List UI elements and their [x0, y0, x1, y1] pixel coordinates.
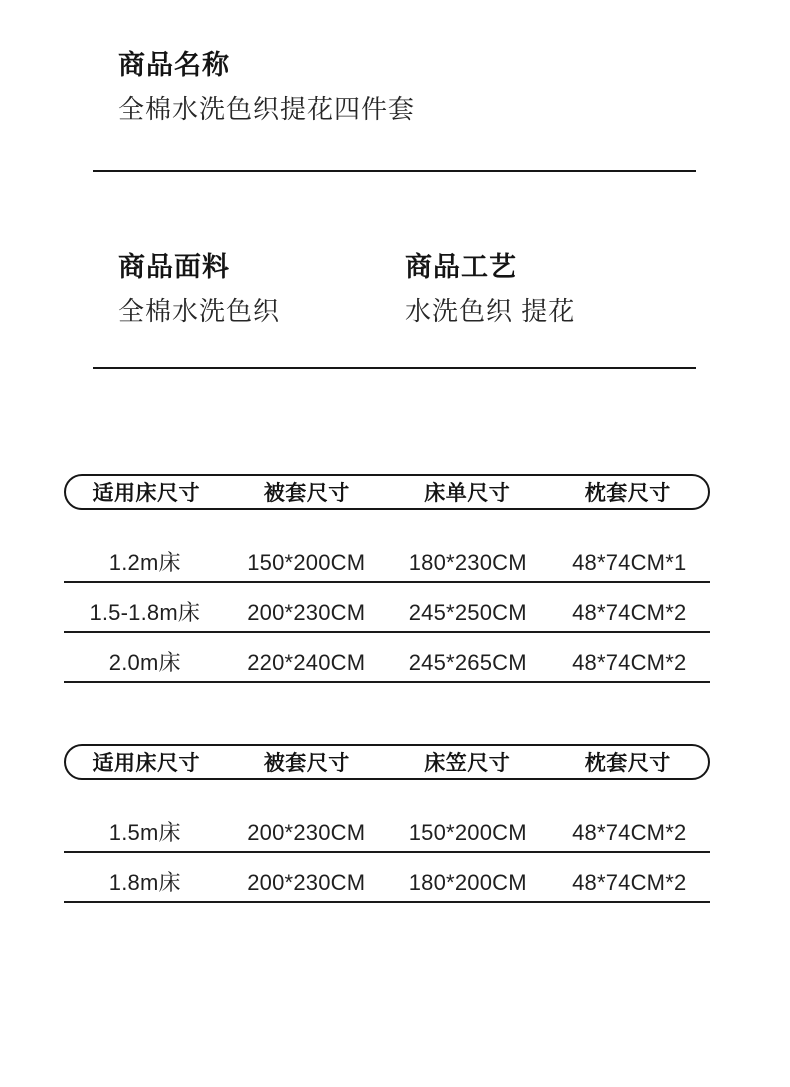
divider	[93, 170, 696, 172]
table-cell: 200*230CM	[247, 600, 366, 625]
header-cell: 被套尺寸	[263, 482, 350, 505]
product-fabric-section	[118, 252, 280, 326]
table-cell: 245*265CM	[408, 650, 527, 675]
header-cell: 适用床尺寸	[92, 482, 200, 505]
divider	[93, 367, 696, 369]
table-cell: 180*230CM	[408, 550, 527, 575]
table-cell: 48*74CM*2	[572, 820, 687, 845]
table-cell: 200*230CM	[247, 820, 366, 845]
table-cell: 200*230CM	[247, 870, 366, 895]
header-cell: 床笠尺寸	[424, 752, 511, 775]
header-cell: 被套尺寸	[263, 752, 350, 775]
header-cell: 适用床尺寸	[92, 752, 200, 775]
table-cell: 48*74CM*2	[572, 870, 687, 895]
table-row	[64, 853, 710, 903]
table-cell: 2.0m床	[108, 650, 181, 675]
table-row	[64, 533, 710, 583]
table-cell: 150*200CM	[247, 550, 366, 575]
table-body	[64, 533, 710, 683]
table-cell: 1.5m床	[108, 820, 181, 845]
table-cell: 180*200CM	[408, 870, 527, 895]
table-header	[64, 744, 710, 780]
product-craft-value: 水洗色织 提花	[405, 296, 576, 326]
table-cell: 48*74CM*2	[572, 600, 687, 625]
product-name-value: 全棉水洗色织提花四件套	[118, 94, 416, 124]
table-row	[64, 803, 710, 853]
product-name-heading: 商品名称	[118, 50, 230, 80]
table-row	[64, 583, 710, 633]
table-row	[64, 633, 710, 683]
header-cell: 枕套尺寸	[584, 752, 671, 775]
product-fabric-heading: 商品面料	[118, 252, 230, 282]
table-cell: 220*240CM	[247, 650, 366, 675]
size-table-fitted-sheet	[64, 744, 710, 903]
table-cell: 150*200CM	[408, 820, 527, 845]
table-header	[64, 474, 710, 510]
product-craft-section	[405, 252, 575, 326]
product-name-section	[118, 50, 415, 124]
table-cell: 1.2m床	[108, 550, 181, 575]
product-fabric-value: 全棉水洗色织	[118, 296, 281, 326]
table-cell: 245*250CM	[408, 600, 527, 625]
table-cell: 48*74CM*2	[572, 650, 687, 675]
table-cell: 1.8m床	[108, 870, 181, 895]
header-cell: 床单尺寸	[424, 482, 511, 505]
size-table-flat-sheet	[64, 474, 710, 683]
product-craft-heading: 商品工艺	[405, 252, 517, 282]
header-cell: 枕套尺寸	[584, 482, 671, 505]
table-body	[64, 803, 710, 903]
table-cell: 1.5-1.8m床	[89, 600, 201, 625]
table-cell: 48*74CM*1	[572, 550, 687, 575]
